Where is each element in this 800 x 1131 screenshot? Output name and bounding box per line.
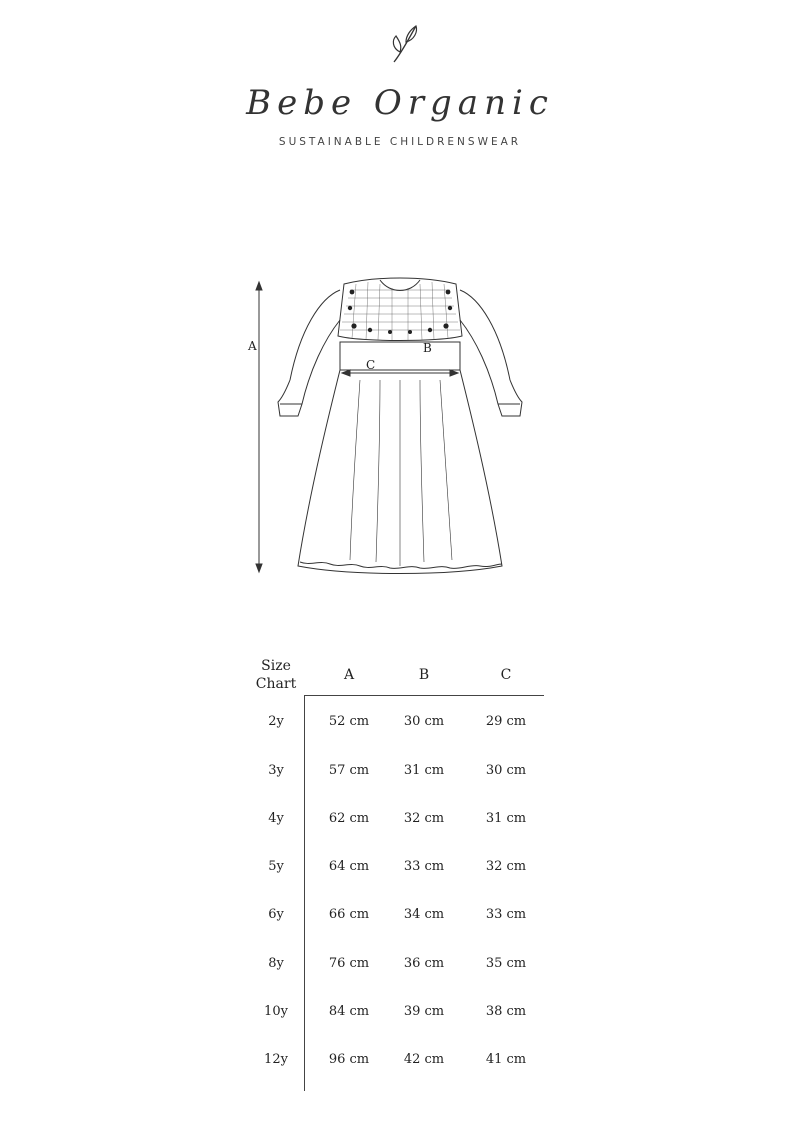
size-chart-header: Size Chart bbox=[255, 658, 297, 692]
table-header-rule bbox=[304, 695, 544, 696]
brand-name bbox=[0, 72, 800, 132]
brand-tagline: SUSTAINABLE CHILDRENSWEAR bbox=[278, 136, 522, 148]
label-b: B bbox=[423, 341, 432, 355]
column-header-a: A bbox=[343, 667, 355, 683]
column-header-c: C bbox=[500, 667, 512, 683]
table-column-rule bbox=[304, 695, 305, 1091]
dress-diagram bbox=[240, 270, 560, 590]
brand-name-text: Bebe Organic bbox=[246, 83, 554, 123]
label-a: A bbox=[248, 339, 257, 353]
leaf-sprig-icon bbox=[388, 22, 422, 66]
label-c: C bbox=[366, 358, 376, 372]
column-header-b: B bbox=[418, 667, 430, 683]
